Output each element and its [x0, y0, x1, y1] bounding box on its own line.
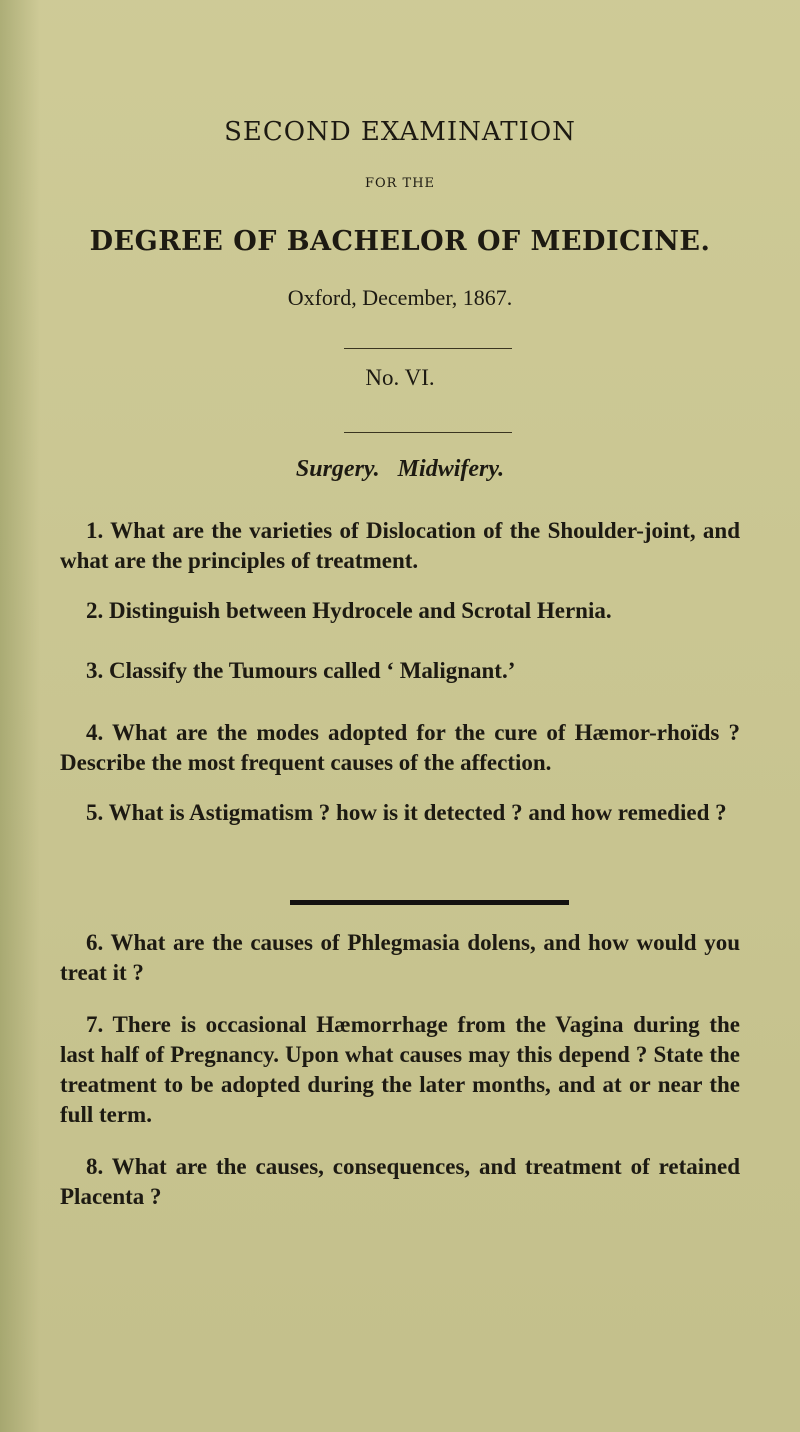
question-number: 3. [86, 658, 104, 683]
question-item [60, 798, 740, 828]
question-item [60, 656, 740, 686]
question-number: 1. [86, 518, 104, 543]
question-text: What are the modes adopted for the cure of Hæmor-rhoïds ? Describe the most frequent causes of the affection. [60, 720, 740, 775]
question-item [60, 718, 740, 778]
question-text: What are the varieties of Dislocation of the Shoulder-joint, and what are the principles of treatment. [60, 518, 740, 573]
question-item [60, 1010, 740, 1130]
question-number: 2. [86, 598, 104, 623]
paper-number: No. VI. [365, 365, 435, 390]
question-item [60, 1152, 740, 1212]
question-item [60, 516, 740, 576]
question-text: There is occasional Hæmorrhage from the Vagina during the last half of Pregnancy. Upon what causes may this depend ? State the treatment to be adopted during the later months, and at or near the full term. [60, 1012, 740, 1127]
question-text: Classify the Tumours called ‘ Malignant.’ [109, 658, 516, 683]
question-text: What are the causes, consequences, and treatment of retained Placenta ? [60, 1154, 740, 1209]
subjects-heading: Surgery. Midwifery. [295, 456, 505, 482]
exam-title: SECOND EXAMINATION [224, 117, 576, 147]
divider-bottom [344, 432, 512, 433]
question-text: What is Astigmatism ? how is it detected ? and how remedied ? [108, 800, 727, 825]
place-date: Oxford, December, 1867. [287, 285, 513, 310]
question-text: What are the causes of Phlegmasia dolens, and how would you treat it ? [60, 930, 740, 985]
section-divider [290, 900, 569, 905]
question-number: 6. [86, 930, 104, 955]
question-number: 5. [86, 800, 104, 825]
question-text: Distinguish between Hydrocele and Scrotal Hernia. [109, 598, 612, 623]
question-item [60, 928, 740, 988]
divider-top [344, 348, 512, 349]
question-number: 8. [86, 1154, 104, 1179]
degree-title: DEGREE OF BACHELOR OF MEDICINE. [89, 226, 711, 257]
question-item [60, 596, 740, 626]
question-number: 7. [86, 1012, 104, 1037]
for-the-label: FOR THE [364, 176, 436, 191]
question-number: 4. [86, 720, 104, 745]
